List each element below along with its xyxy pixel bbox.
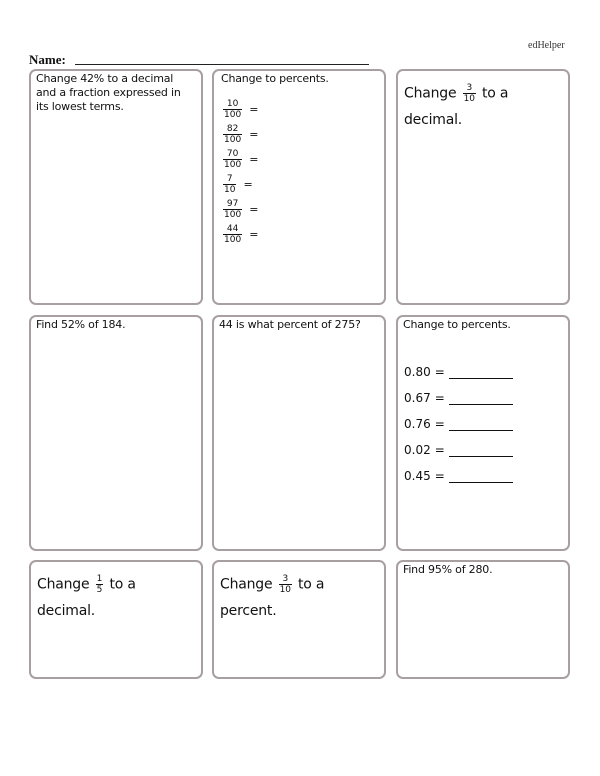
problem-text: Find 52% of 184.: [36, 318, 126, 331]
denominator: 10: [463, 94, 475, 104]
answer-blank[interactable]: [449, 368, 513, 379]
fraction: [223, 199, 242, 220]
problem-text: [398, 71, 568, 129]
numerator: 97: [226, 199, 239, 209]
fraction-item: [221, 224, 377, 245]
problem-card-1: [29, 69, 203, 305]
decimal-value: 0.02: [404, 443, 431, 457]
name-label: Name:: [29, 52, 66, 67]
fraction-item: [221, 174, 377, 195]
problem-title: Change to percents.: [403, 318, 511, 331]
problem-text: [214, 562, 384, 620]
problem-line2: percent.: [220, 603, 277, 619]
numerator: 70: [226, 149, 239, 159]
equals-sign: =: [243, 178, 253, 191]
fraction: [463, 83, 476, 104]
equals-sign: =: [249, 203, 259, 216]
decimal-item: [404, 391, 562, 405]
problem-title: Change to percents.: [221, 72, 329, 85]
denominator: 100: [224, 110, 242, 120]
brand-label: edHelper: [528, 40, 565, 51]
fraction-item: [221, 99, 377, 120]
problem-suffix: to a: [298, 576, 325, 593]
problem-prefix: Change: [37, 576, 90, 593]
decimal-list: [398, 333, 568, 483]
numerator: 3: [282, 574, 288, 584]
equals-sign: =: [434, 443, 445, 457]
problem-suffix: to a: [482, 85, 509, 102]
problem-card-6: [396, 315, 570, 551]
equals-sign: =: [249, 128, 259, 141]
denominator: 10: [224, 185, 236, 195]
decimal-item: [404, 469, 562, 483]
equals-sign: =: [434, 365, 445, 379]
problem-line2: decimal.: [404, 112, 463, 128]
denominator: 100: [224, 235, 242, 245]
answer-blank[interactable]: [449, 420, 513, 431]
problem-card-2: [212, 69, 386, 305]
decimal-value: 0.45: [404, 469, 431, 483]
answer-blank[interactable]: [449, 446, 513, 457]
decimal-value: 0.80: [404, 365, 431, 379]
fraction-item: [221, 124, 377, 145]
decimal-item: [404, 443, 562, 457]
problem-prefix: Change: [404, 85, 457, 102]
answer-blank[interactable]: [449, 472, 513, 483]
problem-text: [31, 562, 201, 620]
problem-text: 44 is what percent of 275?: [219, 318, 361, 331]
numerator: 3: [466, 83, 472, 93]
fraction: [223, 224, 242, 245]
decimal-item: [404, 417, 562, 431]
equals-sign: =: [434, 391, 445, 405]
problem-prefix: Change: [220, 576, 273, 593]
decimal-value: 0.76: [404, 417, 431, 431]
fraction: [223, 149, 242, 170]
equals-sign: =: [434, 417, 445, 431]
denominator: 5: [96, 585, 103, 595]
denominator: 10: [279, 585, 291, 595]
equals-sign: =: [249, 228, 259, 241]
problem-line2: decimal.: [37, 603, 96, 619]
denominator: 100: [224, 160, 242, 170]
problem-card-7: [29, 560, 203, 679]
decimal-item: [404, 365, 562, 379]
fraction-list: [214, 87, 384, 245]
equals-sign: =: [249, 153, 259, 166]
problem-text: Find 95% of 280.: [403, 563, 493, 576]
problem-card-8: [212, 560, 386, 679]
problem-suffix: to a: [109, 576, 136, 593]
numerator: 44: [226, 224, 239, 234]
problem-card-3: [396, 69, 570, 305]
problem-card-9: [396, 560, 570, 679]
denominator: 100: [224, 210, 242, 220]
fraction: [223, 124, 242, 145]
denominator: 100: [224, 135, 242, 145]
numerator: 7: [226, 174, 233, 184]
fraction-item: [221, 199, 377, 220]
equals-sign: =: [249, 103, 259, 116]
fraction-item: [221, 149, 377, 170]
problem-card-4: [29, 315, 203, 551]
problem-card-5: [212, 315, 386, 551]
fraction: [223, 174, 236, 195]
fraction: [96, 574, 104, 595]
decimal-value: 0.67: [404, 391, 431, 405]
fraction: [279, 574, 292, 595]
answer-blank[interactable]: [449, 394, 513, 405]
name-input-line[interactable]: [75, 64, 369, 65]
numerator: 82: [226, 124, 239, 134]
fraction: [223, 99, 242, 120]
equals-sign: =: [434, 469, 445, 483]
problem-text: Change 42% to a decimal and a fraction expressed in its lowest terms.: [36, 72, 181, 113]
numerator: 1: [96, 574, 103, 584]
numerator: 10: [226, 99, 239, 109]
